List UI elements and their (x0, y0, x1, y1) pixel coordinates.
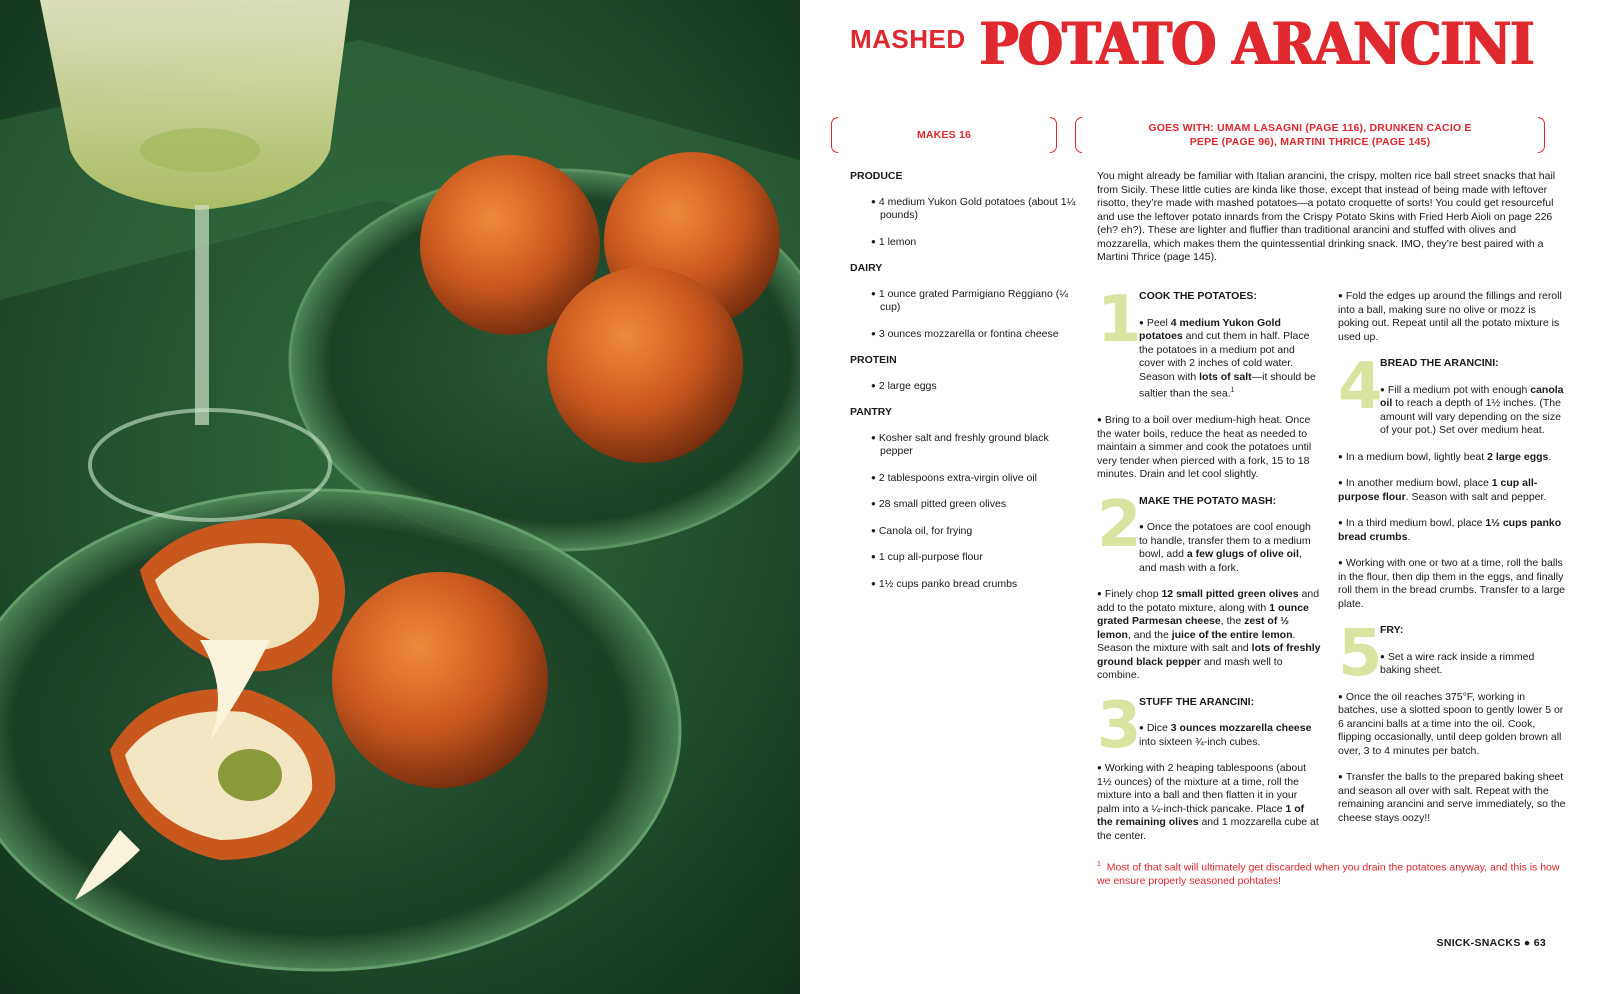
step-heading: STUFF THE ARANCINI: (1139, 695, 1255, 708)
ingredient-item: ● 1 cup all-purpose flour (850, 551, 1080, 565)
step-paragraph: ● In a medium bowl, lightly beat 2 large eggs. (1338, 451, 1567, 465)
lower-plate (0, 490, 680, 970)
ingredient-list (850, 170, 1080, 604)
arancini-ball (332, 572, 548, 788)
bullet-icon: ● (1523, 937, 1531, 949)
step-2 (1097, 487, 1322, 683)
ingredient-item: ● 28 small pitted green olives (850, 498, 1080, 512)
page-number: 63 (1533, 937, 1546, 949)
title-big: POTATO ARANCINI (979, 10, 1534, 79)
makes-label: MAKES 16 (916, 129, 972, 141)
method-column-1 (1097, 283, 1322, 856)
step-number: 3 (1097, 688, 1142, 763)
footnote (1097, 858, 1567, 889)
step-heading: BREAD THE ARANCINI: (1380, 357, 1499, 369)
ingredient-item: ● Canola oil, for frying (850, 525, 1080, 539)
step-number: 5 (1338, 617, 1383, 691)
step-paragraph: ● Once the potatoes are cool enough to handle, transfer them to a medium bowl, add a few glugs of olive oil, and mash with a fork. (1097, 521, 1322, 575)
makes-box (831, 117, 1057, 153)
step-paragraph: ● In another medium bowl, place 1 cup all-purpose flour. Season with salt and pepper. (1338, 477, 1567, 504)
section-name: SNICK-SNACKS (1436, 937, 1521, 949)
arancini-ball (547, 267, 743, 463)
step-paragraph: ● Bring to a boil over medium-high heat. Once the water boils, reduce the heat as needed to maintain a simmer and cook the potatoes until very tender when pierced with a fork, 15 to 18 minutes. Drain and let cool slightly. (1097, 414, 1322, 482)
ingredient-item: ● 2 tablespoons extra-virgin olive oil (850, 472, 1080, 486)
step-paragraph: ● In a third medium bowl, place 1½ cups panko bread crumbs. (1338, 517, 1567, 544)
step-paragraph: ● Working with 2 heaping tablespoons (about 1½ ounces) of the mixture at a time, roll the mixture into a ball and then flatten it in your palm into a ¼-inch-thick pancake. Place 1 of the remaining olives and 1 mozzarella cube at the center. (1097, 762, 1322, 843)
goes-with-box (1075, 117, 1545, 153)
goes-with-label: GOES WITH: UMAM LASAGNI (PAGE 116), DRUNKEN CACIO E PEPE (PAGE 96), MARTINI THRICE (PAGE 145) (1148, 122, 1472, 148)
ingredient-category: PANTRY (850, 406, 892, 418)
step-1 (1097, 283, 1322, 482)
ingredient-item: ● 4 medium Yukon Gold potatoes (about 1¼ pounds) (850, 196, 1080, 223)
ingredient-category: DAIRY (850, 262, 883, 274)
step-5 (1338, 617, 1567, 825)
page-folio (1437, 937, 1546, 949)
recipe-title (850, 10, 1534, 79)
recipe-intro: You might already be familiar with Italian arancini, the crispy, molten rice ball street snacks that hail from Sicily. These little cuties are kinda like those, except that instead of being made with leftover risotto, they’re made with mashed potatoes—a potato croquette of sorts! You could get resourceful and use the leftover potato innards from the Crispy Potato Skins with Fried Herb Aioli on page 226 (eh? eh?). These are lighter and fluffier than traditional arancini and stuffed with olives and mozzarella, which makes them the quintessential drinking snack. IMO, they’re best paired with a Martini Thrice (page 145). (1097, 170, 1556, 263)
step-heading: COOK THE POTATOES: (1139, 290, 1257, 302)
step-paragraph: ● Fold the edges up around the fillings and reroll into a ball, making sure no olive or mozz is poking out. Repeat until all the potato mixture is used up. (1338, 290, 1567, 344)
step-paragraph: ● Peel 4 medium Yukon Gold potatoes and cut them in half. Place the potatoes in a medium pot and cover with 2 inches of cold water. Season with lots of salt—it should be saltier than the sea.$^1$ (1097, 317, 1322, 402)
ingredient-item: ● 3 ounces mozzarella or fontina cheese (850, 328, 1080, 342)
ingredient-item: ● 1½ cups panko bread crumbs (850, 578, 1080, 592)
step-heading: MAKE THE POTATO MASH: (1139, 494, 1277, 507)
footnote-text: Most of that salt will ultimately get discarded when you drain the potatoes anyway, and this is how we ensure properly seasoned pohtates! (1097, 861, 1560, 887)
step-paragraph: ● Once the oil reaches 375°F, working in batches, use a slotted spoon to gently lower 5 or 6 arancini balls at a time into the oil. Cook, flipping occasionally, until deep golden brown all over, 3 to 4 minutes per batch. (1338, 691, 1567, 759)
step-paragraph: ● Transfer the balls to the prepared baking sheet and season all over with salt. Repeat with the remaining arancini and serve immediately, so the cheese stays oozy!! (1338, 771, 1567, 825)
ingredient-item: ● 2 large eggs (850, 380, 1080, 394)
title-small: MASHED (850, 24, 966, 54)
method-column-2 (1338, 290, 1567, 838)
step-paragraph: ● Set a wire rack inside a rimmed baking sheet. (1338, 651, 1567, 678)
ingredient-category: PRODUCE (850, 170, 903, 182)
footnote-mark: 1 (1097, 861, 1101, 868)
step-number: 2 (1097, 487, 1142, 562)
recipe-page (800, 0, 1600, 994)
ingredient-item: ● 1 lemon (850, 236, 1080, 250)
step-number: 1 (1097, 283, 1142, 357)
ingredient-item: ● 1 ounce grated Parmigiano Reggiano (¼ cup) (850, 288, 1080, 315)
step-paragraph: ● Working with one or two at a time, roll the balls in the flour, then dip them in the eggs, and finally roll them in the bread crumbs. Transfer to a large plate. (1338, 557, 1567, 611)
step-heading: FRY: (1380, 624, 1404, 636)
footnote-ref: 1 (1230, 387, 1235, 394)
ingredient-category: PROTEIN (850, 354, 897, 366)
step-number: 4 (1338, 350, 1383, 424)
step-4 (1338, 350, 1567, 611)
step-3 (1097, 688, 1322, 844)
step-paragraph: ● Finely chop 12 small pitted green olives and add to the potato mixture, along with 1 ounce grated Parmesan cheese, the zest of ½ lemon, and the juice of the entire lemon. Season the mixture with salt and lots of freshly ground black pepper and mash well to combine. (1097, 588, 1322, 683)
ingredient-item: ● Kosher salt and freshly ground black pepper (850, 432, 1080, 459)
step-paragraph: ● Dice 3 ounces mozzarella cheese into sixteen ¾-inch cubes. (1097, 722, 1322, 749)
step-paragraph: ● Fill a medium pot with enough canola oil to reach a depth of 1½ inches. (The amount will vary depending on the size of your pot.) Set over medium heat. (1338, 384, 1567, 438)
